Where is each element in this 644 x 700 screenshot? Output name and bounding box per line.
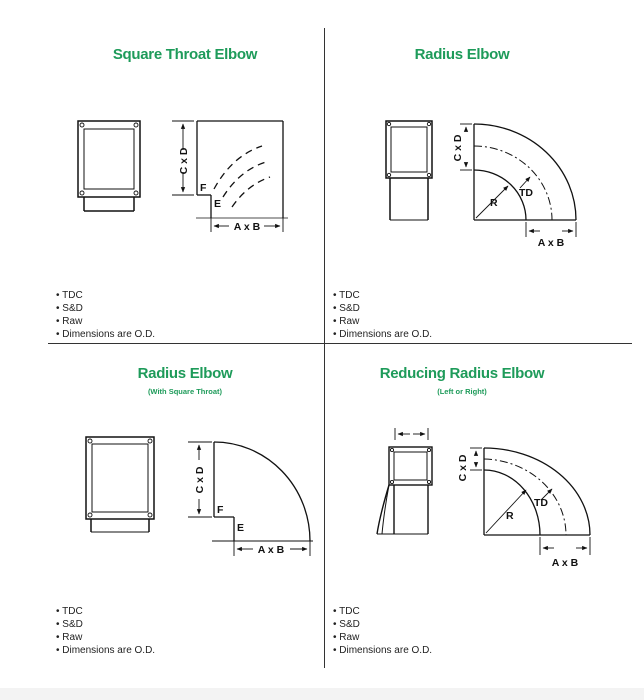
panel-subtitle: (Left or Right) [437,387,487,396]
feature-item: • TDC [333,289,432,302]
feature-item: • S&D [333,302,432,315]
feature-item: • Raw [56,631,155,644]
bottom-dimension-label: A x B [257,544,285,556]
feature-item: • Raw [56,315,155,328]
bottom-dimension-label: A x B [537,237,565,249]
feature-item: • Dimensions are O.D. [56,328,155,341]
bottom-dimension-label: A x B [551,557,579,569]
panel-subtitle: (With Square Throat) [147,387,223,396]
panel-4-features [333,605,432,657]
side-dimension-label: C x D [178,147,190,175]
feature-item: • Dimensions are O.D. [56,644,155,657]
e-label: E [237,522,245,534]
r-label: R [506,510,514,522]
td-label: TD [534,497,548,509]
panel-title-reducing-radius-elbow: Reducing Radius Elbow [379,365,545,382]
e-label: E [214,198,222,210]
side-dimension-label: C x D [457,454,469,482]
panel-title-square-throat-elbow: Square Throat Elbow [112,46,258,63]
f-label: F [200,182,207,194]
feature-item: • S&D [333,618,432,631]
side-dimension-label: C x D [194,466,206,494]
r-label: R [490,197,498,209]
panel-title-radius-elbow-square-throat: Radius Elbow [137,365,233,382]
f-label: F [217,504,224,516]
panel-title-radius-elbow: Radius Elbow [414,46,510,63]
feature-item: • S&D [56,618,155,631]
feature-item: • TDC [333,605,432,618]
side-dimension-label: C x D [452,134,464,162]
bottom-dimension-label: A x B [233,221,261,233]
feature-item: • Raw [333,315,432,328]
td-label: TD [519,187,533,199]
feature-item: • Raw [333,631,432,644]
feature-item: • Dimensions are O.D. [333,328,432,341]
feature-item: • TDC [56,289,155,302]
feature-item: • TDC [56,605,155,618]
feature-item: • Dimensions are O.D. [333,644,432,657]
feature-item: • S&D [56,302,155,315]
